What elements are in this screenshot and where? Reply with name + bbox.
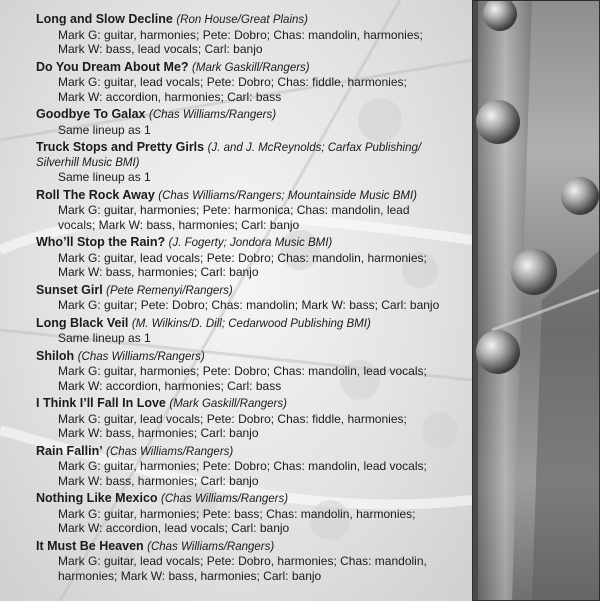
track-lineup: Mark G: guitar, lead vocals; Pete: Dobro; Chas: fiddle, harmonies; Mark W: bass, harmonies; Carl: banjo [58, 411, 407, 440]
track-title: Truck Stops and Pretty Girls [36, 140, 205, 154]
track-lineup: Mark G: guitar, harmonies; Pete: bass; Chas: mandolin, harmonies; Mark W: accordion, lead vocals; Carl: banjo [58, 506, 416, 535]
track-credit: (Chas Williams/Rangers) [147, 540, 275, 553]
track-entry [36, 491, 456, 536]
track-lineup: Mark G: guitar, harmonies; Pete: harmonica; Chas: mandolin, lead vocals; Mark W: bass, harmonies; Carl: banjo [58, 203, 410, 232]
track-list [36, 12, 456, 586]
track-lineup: Mark G: guitar, harmonies; Pete: Dobro; Chas: mandolin, lead vocals; Mark W: accordion, harmonies; Carl: bass [58, 364, 427, 393]
track-title: Nothing Like Mexico [36, 491, 158, 505]
track-title: Long and Slow Decline [36, 12, 173, 26]
track-entry [36, 396, 456, 441]
riveted-steel-photo [472, 0, 600, 601]
track-lineup: Same lineup as 1 [58, 122, 151, 137]
track-title: It Must Be Heaven [36, 538, 144, 553]
track-lineup: Same lineup as 1 [58, 170, 151, 184]
track-credit: (Chas Williams/Rangers) [77, 350, 205, 363]
track-title: Sunset Girl [36, 282, 103, 297]
track-credit: (J. Fogerty; Jondora Music BMI) [168, 237, 333, 249]
track-lineup: Same lineup as 1 [58, 331, 151, 345]
track-entry [36, 349, 456, 394]
track-credit: (J. and J. McReynolds; Carfax Publishing/ [207, 142, 422, 154]
track-credit-continued: Silverhill Music BMI) [36, 156, 140, 169]
track-entry [36, 235, 456, 280]
track-credit: (Chas Williams/Rangers) [106, 445, 234, 458]
track-credit: (Chas Williams/Rangers; Mountainside Music BMI) [158, 189, 417, 202]
track-entry [36, 107, 456, 137]
track-entry [36, 188, 456, 233]
track-title: I Think I’ll Fall In Love [36, 396, 166, 410]
track-entry [36, 316, 456, 346]
track-credit: (Ron House/Great Plains) [176, 14, 308, 26]
track-entry [36, 140, 456, 185]
track-lineup: Mark G: guitar, lead vocals; Pete: Dobro; Chas: fiddle, harmonies; Mark W: accordion, harmonies; Carl: bass [58, 75, 407, 104]
track-title: Who’ll Stop the Rain? [36, 235, 166, 249]
track-entry [36, 444, 456, 489]
track-credit: (Mark Gaskill/Rangers) [169, 398, 287, 410]
track-credit: (M. Wilkins/D. Dill; Cedarwood Publishing BMI) [131, 317, 371, 330]
track-title: Long Black Veil [36, 315, 129, 330]
track-entry [36, 60, 456, 105]
track-lineup: Mark G: guitar, lead vocals; Pete: Dobro, harmonies; Chas: mandolin, harmonies; Mark W: bass, harmonies; Carl: banjo [58, 554, 427, 583]
track-entry [36, 12, 456, 57]
track-lineup: Mark G: guitar; Pete: Dobro; Chas: mandolin; Mark W: bass; Carl: banjo [58, 298, 440, 312]
track-title: Goodbye To Galax [36, 107, 146, 121]
track-title: Roll The Rock Away [36, 187, 155, 202]
track-lineup: Mark G: guitar, lead vocals; Pete: Dobro; Chas: mandolin, harmonies; Mark W: bass, harmonies; Carl: banjo [58, 250, 427, 279]
track-credit: (Pete Remenyi/Rangers) [106, 284, 233, 297]
track-title: Shiloh [36, 348, 75, 363]
track-credit: (Chas Williams/Rangers) [161, 493, 289, 505]
track-entry [36, 283, 456, 313]
track-lineup: Mark G: guitar, harmonies; Pete: Dobro; Chas: mandolin, harmonies; Mark W: bass, lead vocals; Carl: banjo [58, 27, 423, 56]
track-title: Do You Dream About Me? [36, 59, 189, 74]
track-lineup: Mark G: guitar, harmonies; Pete: Dobro; Chas: mandolin, lead vocals; Mark W: bass, harmonies; Carl: banjo [58, 459, 427, 488]
track-credit: (Mark Gaskill/Rangers) [192, 61, 310, 74]
track-entry [36, 539, 456, 584]
track-title: Rain Fallin’ [36, 443, 103, 458]
track-credit: (Chas Williams/Rangers) [149, 109, 277, 121]
